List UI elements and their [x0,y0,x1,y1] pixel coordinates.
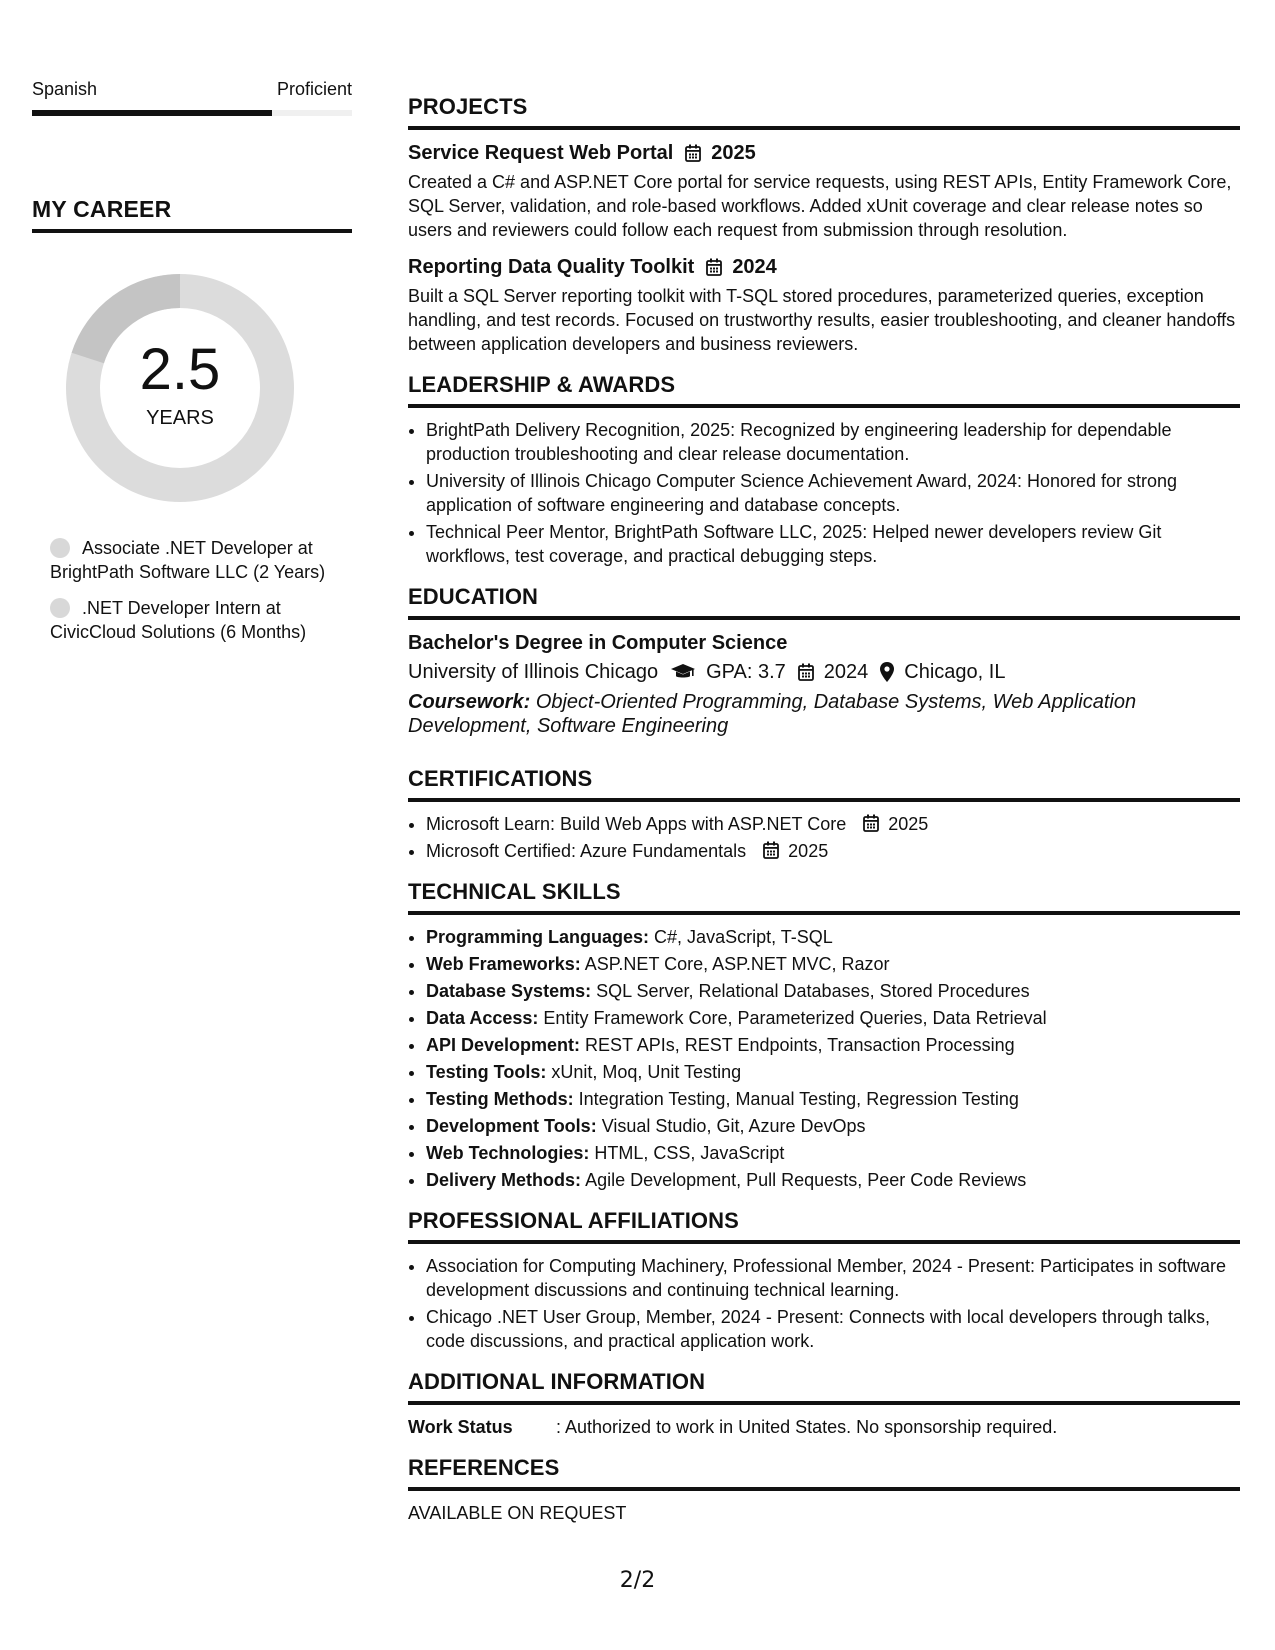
education-heading: EDUCATION [408,584,1240,620]
skill-label: Database Systems: [426,981,592,1001]
calendar-icon [706,258,722,276]
skill-label: Data Access: [426,1008,539,1028]
skill-value: xUnit, Moq, Unit Testing [551,1062,742,1082]
projects-section [408,94,1240,356]
project-description: Built a SQL Server reporting toolkit with T-SQL stored procedures, parameterized queries, exception handling, and test records. Focused on trustworthy results, easier troubleshooting, and cleaner handoffs between application developers and business reviewers. [408,286,1236,354]
career-heading: MY CAREER [32,196,352,233]
skills-heading: TECHNICAL SKILLS [408,879,1240,915]
left-column [32,78,352,642]
cert-year: 2025 [888,814,929,834]
skill-label: API Development: [426,1035,581,1055]
location-pin-icon [880,662,894,682]
bullet-dot-icon [50,598,70,618]
career-list [50,536,340,656]
calendar-icon [798,663,814,681]
list-item [426,1141,1240,1165]
references-text: AVAILABLE ON REQUEST [408,1503,627,1523]
skill-label: Web Technologies: [426,1143,590,1163]
list-item [426,952,1240,976]
list-item: • Technical Peer Mentor, BrightPath Software LLC, 2025: Helped newer developers review Git workflows, test coverage, and practical debugging steps. [426,520,1240,568]
list-item: • University of Illinois Chicago Computer Science Achievement Award, 2024: Honored for strong application of software engineering and database concepts. [426,469,1240,517]
calendar-icon [763,841,779,859]
references-heading: REFERENCES [408,1455,1240,1491]
project-description: Created a C# and ASP.NET Core portal for service requests, using REST APIs, Entity Framework Core, SQL Server, validation, and role-based workflows. Added xUnit coverage and clear release notes so users and reviewers could follow each request from submission through resolution. [408,172,1232,240]
skill-value: C#, JavaScript, T-SQL [654,927,833,947]
skill-value: ASP.NET Core, ASP.NET MVC, Razor [584,954,890,974]
work-status-row [408,1415,1240,1439]
list-item [426,839,1240,863]
leadership-section [408,372,1240,568]
list-item: • Chicago .NET User Group, Member, 2024 - Present: Connects with local developers through talks, code discussions, and practical application work. [426,1305,1240,1353]
skill-value: Entity Framework Core, Parameterized Queries, Data Retrieval [543,1008,1047,1028]
language-level-bar [32,110,352,116]
list-item [426,1114,1240,1138]
gpa: GPA: 3.7 [706,661,786,683]
language-level: Proficient [276,79,352,99]
affiliations-section [408,1208,1240,1353]
graduation-year: 2024 [823,661,869,683]
calendar-icon [863,814,879,832]
work-status-value: : Authorized to work in United States. No sponsorship required. [556,1417,1058,1437]
skill-label: Delivery Methods: [426,1170,582,1190]
school-name: University of Illinois Chicago [408,661,659,683]
list-item [426,812,1240,836]
career-item-text: Associate .NET Developer at BrightPath Software LLC (2 Years) [50,538,326,582]
skill-label: Web Frameworks: [426,954,581,974]
cert-year: 2025 [788,841,829,861]
graduation-cap-icon [670,663,696,681]
project-year: 2025 [711,142,756,164]
career-item [50,536,340,584]
coursework-label: Coursework: [408,691,531,713]
affiliations-list [408,1254,1240,1353]
list-item [426,1087,1240,1111]
leadership-list [408,418,1240,568]
years-unit: YEARS [146,407,214,429]
education-details [408,658,1240,686]
language-level-fill [32,110,272,116]
skill-label: Programming Languages: [426,927,650,947]
skills-section [408,879,1240,1192]
career-item-text: .NET Developer Intern at CivicCloud Solutions (6 Months) [50,598,307,642]
project-name: Reporting Data Quality Toolkit [408,256,695,278]
bullet-dot-icon [50,538,70,558]
certifications-heading: CERTIFICATIONS [408,766,1240,802]
coursework [408,690,1240,738]
skill-value: Visual Studio, Git, Azure DevOps [601,1116,866,1136]
cert-name: Microsoft Learn: Build Web Apps with ASP.NET Core [426,814,847,834]
references-section [408,1455,1240,1525]
skills-list [408,925,1240,1192]
affiliations-heading: PROFESSIONAL AFFILIATIONS [408,1208,1240,1244]
years-value: 2.5 [139,337,221,402]
coursework-text: Object-Oriented Programming, Database Systems, Web Application Development, Software Engineering [408,691,1137,737]
skill-label: Testing Tools: [426,1062,547,1082]
skill-label: Testing Methods: [426,1089,574,1109]
list-item: • BrightPath Delivery Recognition, 2025: Recognized by engineering leadership for dependable production troubleshooting and clear release documentation. [426,418,1240,466]
cert-name: Microsoft Certified: Azure Fundamentals [426,841,747,861]
language-row [32,78,352,100]
career-item [50,596,340,644]
skill-value: HTML, CSS, JavaScript [594,1143,785,1163]
list-item [426,925,1240,949]
skill-value: Agile Development, Pull Requests, Peer Code Reviews [585,1170,1027,1190]
right-column [408,94,1240,1541]
additional-info-heading: ADDITIONAL INFORMATION [408,1369,1240,1405]
list-item [426,979,1240,1003]
skill-value: REST APIs, REST Endpoints, Transaction Processing [585,1035,1015,1055]
list-item [426,1006,1240,1030]
school-location: Chicago, IL [904,661,1006,683]
work-status-label: Work Status [408,1417,513,1437]
project-name: Service Request Web Portal [408,142,674,164]
skill-label: Development Tools: [426,1116,597,1136]
skill-value: Integration Testing, Manual Testing, Regression Testing [578,1089,1019,1109]
education-section [408,584,1240,738]
list-item [426,1060,1240,1084]
list-item [426,1033,1240,1057]
career-years-donut [66,274,294,502]
calendar-icon [685,144,701,162]
certifications-list [408,812,1240,863]
language-name: Spanish [32,79,98,99]
list-item [426,1168,1240,1192]
certifications-section [408,766,1240,863]
list-item: • Association for Computing Machinery, Professional Member, 2024 - Present: Participates in software development discussions and continuing technical learning. [426,1254,1240,1302]
leadership-heading: LEADERSHIP & AWARDS [408,372,1240,408]
project-year: 2024 [732,256,777,278]
donut-center [66,274,294,502]
projects-heading: PROJECTS [408,94,1240,130]
additional-info-section [408,1369,1240,1439]
degree-title: Bachelor's Degree in Computer Science [408,632,788,654]
skill-value: SQL Server, Relational Databases, Stored Procedures [596,981,1030,1001]
project-header [408,140,1240,166]
project-header [408,254,1240,280]
page-number: 2/2 [619,1568,656,1593]
